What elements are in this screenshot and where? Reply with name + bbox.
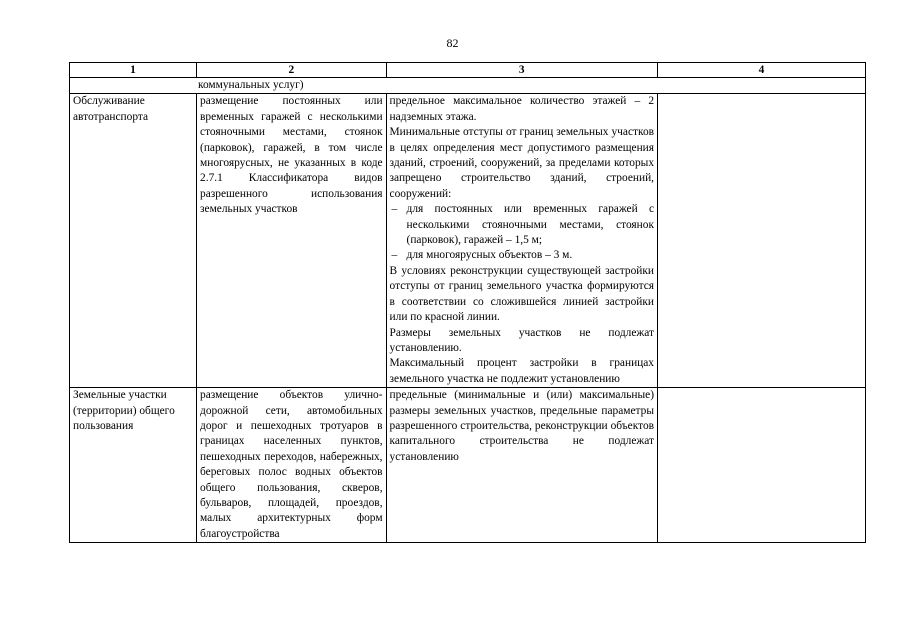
use-name: Земельные участки (территории) общего пользования bbox=[70, 388, 197, 543]
use-description: размещение постоянных или временных гаражей с несколькими стояночными местами, стоянок (парковок), гаражей, в том числе многоярусных, не указанных в коде 2.7.1 Классификатора видов разрешенного использования земельных участков bbox=[197, 94, 387, 388]
continued-text: коммунальных услуг) bbox=[70, 78, 866, 94]
header-col-1: 1 bbox=[70, 63, 197, 78]
header-col-2: 2 bbox=[197, 63, 387, 78]
regulations-table bbox=[69, 62, 866, 543]
table-row bbox=[70, 388, 866, 543]
list-item: – для постоянных или временных гаражей с несколькими стояночными местами, стоянок (парковок), гаражей – 1,5 м; bbox=[390, 202, 654, 248]
param-paragraph: В условиях реконструкции существующей застройки отступы от границ земельного участка формируются в соответствии со сложившейся линией застройки или по красной линии. bbox=[389, 264, 655, 324]
continuation-row bbox=[70, 78, 866, 94]
header-row bbox=[70, 63, 866, 78]
param-paragraph: Размеры земельных участков не подлежат установлению. bbox=[389, 326, 655, 354]
use-parameters bbox=[386, 388, 657, 543]
use-notes bbox=[658, 388, 866, 543]
use-name: Обслуживание автотранспорта bbox=[70, 94, 197, 388]
param-paragraph: предельные (минимальные и (или) максимальные) размеры земельных участков, предельные параметры разрешенного строительства, реконструкции объектов капитального строительства не подлежат установлению bbox=[389, 389, 655, 463]
header-col-4: 4 bbox=[658, 63, 866, 78]
param-paragraph: Максимальный процент застройки в границах земельного участка не подлежит установлению bbox=[389, 357, 655, 385]
list-item: – для многоярусных объектов – 3 м. bbox=[390, 248, 654, 263]
use-description: размещение объектов улично-дорожной сети, автомобильных дорог и пешеходных тротуаров в границах населенных пунктов, пешеходных переходов, набережных, береговых полос водных объектов общего пользования, скверов, бульваров, площадей, проездов, малых архитектурных форм благоустройства bbox=[197, 388, 387, 543]
param-paragraph: Минимальные отступы от границ земельных участков в целях определения мест допустимого размещения зданий, строений, сооружений, за пределами которых запрещено строительство зданий, строений, сооружений: bbox=[389, 126, 655, 200]
page-number: 82 bbox=[446, 36, 459, 50]
param-paragraph: предельное максимальное количество этажей – 2 надземных этажа. bbox=[389, 95, 655, 123]
param-list bbox=[390, 202, 654, 264]
header-col-3: 3 bbox=[386, 63, 657, 78]
use-notes bbox=[658, 94, 866, 388]
use-parameters bbox=[386, 94, 657, 388]
table-row bbox=[70, 94, 866, 388]
